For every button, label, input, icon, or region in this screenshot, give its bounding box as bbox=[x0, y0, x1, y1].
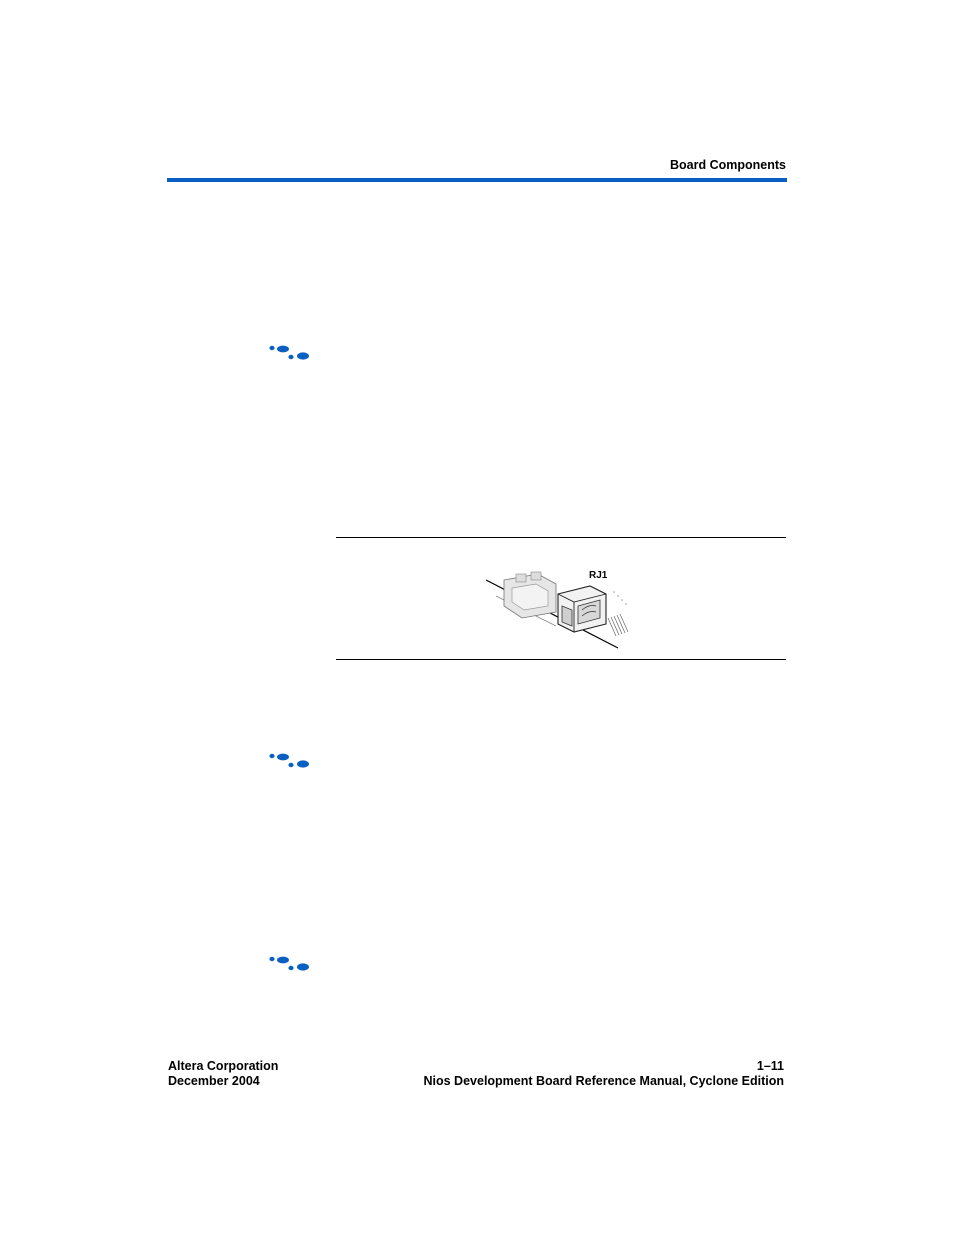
footer-date: December 2004 bbox=[168, 1074, 260, 1088]
footer-page-number: 1–11 bbox=[756, 1059, 784, 1073]
footer-company: Altera Corporation bbox=[168, 1059, 279, 1073]
footer-left bbox=[168, 1059, 278, 1089]
footer-manual-title: Nios Development Board Reference Manual, Cyclone Edition bbox=[423, 1074, 784, 1088]
footer-right bbox=[424, 1059, 785, 1089]
rj45-connector-illustration bbox=[486, 566, 636, 652]
footprints-icon bbox=[268, 345, 310, 361]
rj1-label: RJ1 bbox=[589, 570, 608, 581]
running-header-title: Board Components bbox=[670, 158, 786, 172]
header-rule bbox=[167, 178, 787, 182]
figure-top-rule bbox=[336, 537, 786, 538]
footprints-icon bbox=[268, 753, 310, 769]
figure-bottom-rule bbox=[336, 659, 786, 660]
footprints-icon bbox=[268, 956, 310, 972]
